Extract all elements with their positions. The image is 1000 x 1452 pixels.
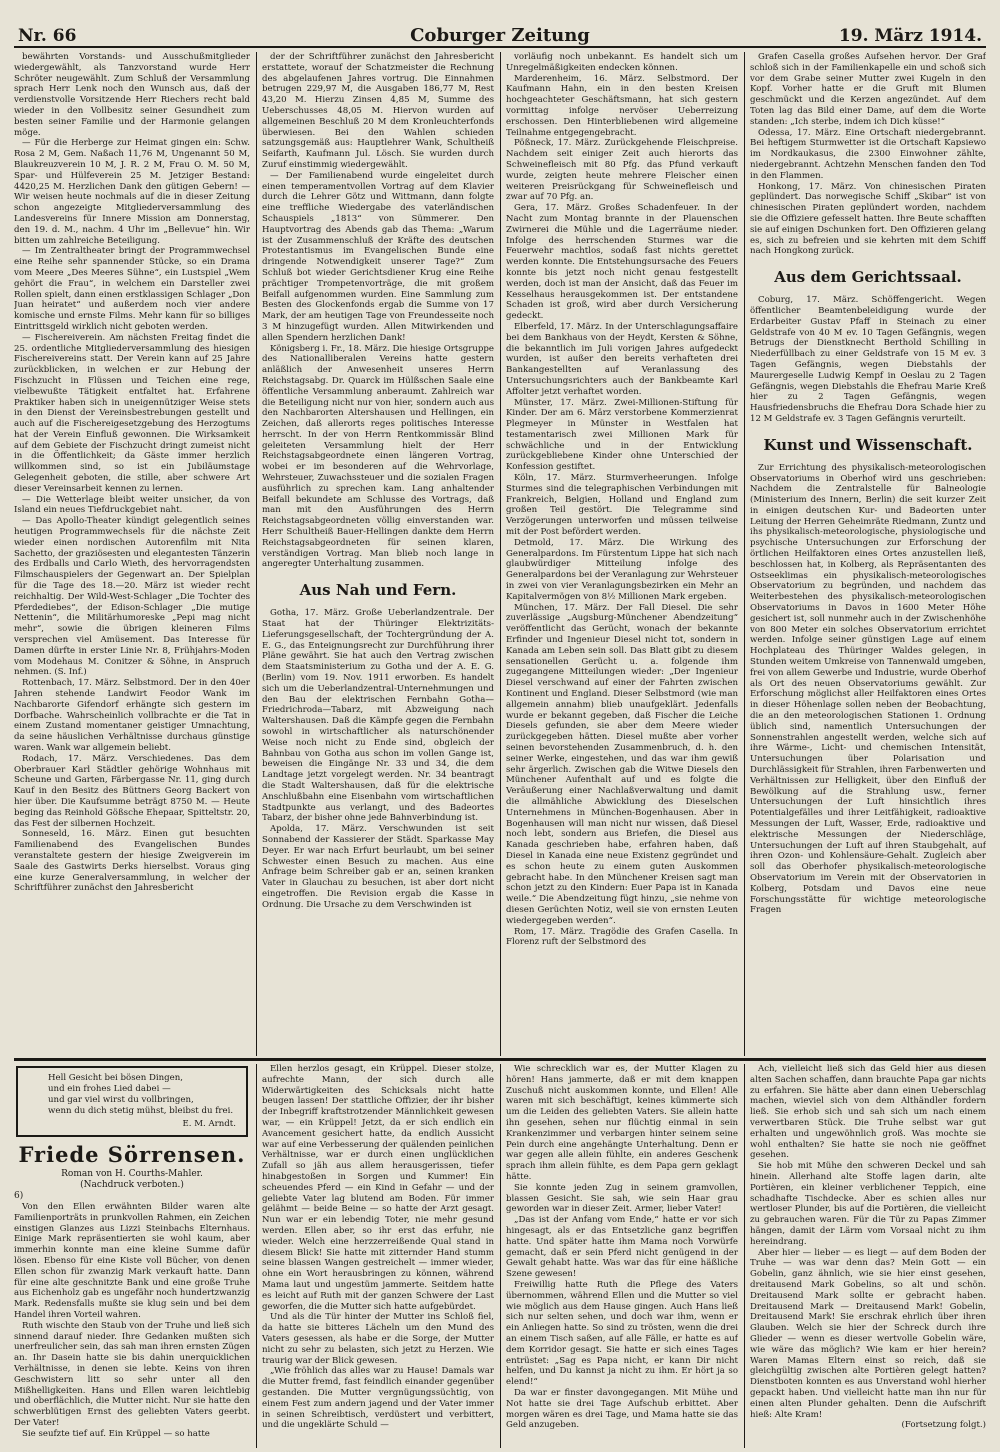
story-byline: Roman von H. Courths-Mahler. bbox=[61, 1169, 203, 1179]
article-paragraph: — Fischereiverein. Am nächsten Freitag findet die 25. ordentliche Mitgliederversammlung des hiesigen Fischereivereins statt. Der Verein kann auf 25 Jahre zurückblicken, in welchen er zur Hebung der Fischzucht in Flüssen und Teichen eine rege, vielbewußte Tätigkeit entfaltet hat. Erfahrene Praktiker haben sich in uneigennütziger Weise stets in den Dienst der Vereinsbestrebungen gestellt und auch auf die Fischereigesetzgebung des Herzogtums hat der Verein Einfluß gewonnen. Die Wirksamkeit auf dem Gebiete der Fischzucht dringt zumeist nicht in die Öffentlichkeit; da Gäste immer herzlich willkommen sind, so ist ein Jubiläumstage Gelegenheit geboten, die stille, aber schwere Art dieser Vereinsarbeit kennen zu lernen. bbox=[14, 332, 250, 494]
motto-line: Hell Gesicht bei bösen Dingen, bbox=[48, 1073, 183, 1083]
article-paragraph: Grafen Casella großes Aufsehen hervor. Der Graf schloß sich in der Familienkapelle ein und schoß sich vor dem Grabe seiner Mutter zwei Kugeln in den Kopf. Vorher hatte er die Gruft mit Blumen geschmückt und die Kerzen angezündet. Auf dem Toten lag das Bild einer Dame, auf dem die Worte standen: „Ich sterbe, indem ich Dich küsse!“ bbox=[750, 52, 986, 127]
article-paragraph: Gera, 17. März. Großes Schadenfeuer. In der Nacht zum Montag brannte in der Plauenschen Zwirnerei die Mühle und die Lagerräume nieder. Infolge des herrschenden Sturmes war die Feuerwehr machtlos, sodaß fast nichts gerettet werden konnte. Die Entstehungsursache des Feuers konnte bis jetzt noch nicht genau festgestellt werden, doch ist man der Ansicht, daß das Feuer im Kesselhaus herausgekommen ist. Der entstandene Schaden ist groß, wird aber durch Versicherung gedeckt. bbox=[506, 203, 738, 322]
article-paragraph: Ach, vielleicht ließ sich das Geld hier aus diesen alten Sachen schaffen, dann brauchte Papa gar nichts zu erfahren. Sie hätte aber dann einen Ueberschlag machen, wieviel sich von dem Althändler fordern ließ. Sie erhob sich und sah sich um nach einem verwertbaren Stück. Die Truhe selbst war gut erhalten und ungewöhnlich groß. Was mochte sie wohl enthalten? Sie hatte sie noch nie geöffnet gesehen. bbox=[750, 1064, 986, 1161]
motto-box bbox=[16, 1066, 248, 1137]
reprint-notice: (Nachdruck verboten.) bbox=[80, 1180, 184, 1190]
article-paragraph: Detmold, 17. März. Die Wirkung des Generalpardons. Im Fürstentum Lippe hat sich nach glaubwürdiger Mitteilung infolge des Generalpardons bei der Veranlagung zur Wehrsteuer in zwei von vier Veranlagungsbezirken ein Mehr an Kapitalvermögen von 8½ Millionen Mark ergeben. bbox=[506, 537, 738, 602]
section-heading: Aus dem Gerichtssaal. bbox=[774, 268, 962, 287]
article-paragraph: der der Schriftführer zunächst den Jahresbericht erstattete, worauf der Schatzmeister die Rechnung des abgelaufenen Jahres vortrug. Die Einnahmen betrugen 229,97 M, die Ausgaben 186,77 M, Rest 43,20 M. Hierzu Zinsen 4,85 M, Summe des Ueberschusses 48,05 M. Hiervon wurden auf allgemeinen Beschluß 20 M dem Kronleuchterfonds überwiesen. Bei den Wahlen schieden satzungsgemäß aus: Hauptlehrer Wank, Schultheiß Seifarth, Kaufmann Jul. Lösch. Sie wurden durch Zuruf einstimmig wiedergewählt. bbox=[262, 52, 494, 170]
article-paragraph: Rottenbach, 17. März. Selbstmord. Der in den 40er Jahren stehende Landwirt Feodor Wank im Nachbarorte Gifendorf erhängte sich gestern im Dorfbache. Wahrscheinlich vollbrachte er die Tat in einem Zustand momentaner geistiger Umnachtung, da seine häuslichen Verhältnisse durchaus günstige waren. Wank war allgemein beliebt. bbox=[14, 678, 250, 753]
motto-line: und gar viel wirst du vollbringen, bbox=[48, 1095, 194, 1105]
article-paragraph: — Das Apollo-Theater kündigt gelegentlich seines heutigen Programmwechsels für die nächste Zeit wieder einen nordischen Autorenfilm mit Nita Sachetto, der graziösesten und elegantesten Tänzerin des Erdballs und Carlo Wieth, des hervorragendsten Filmschauspielers der Gegenwart an. Der Spielplan für die Tage des 18.—20. März ist wieder recht reichhaltig. Der Wild-West-Schlager „Die Tochter des Pferdediebes“, der Edison-Schlager „Die mutige Nettenin“, die Militärhumoreske „Pepi mag nicht mehr“, sowie die übrigen kleineren Films versprechen viel Amüsement. Das Interesse für Damen dürfte in erster Linie Nr. 8, Frühjahrs-Moden vom Modehaus M. Conitzer & Söhne, in Anspruch nehmen. (S. Inf.) bbox=[14, 516, 250, 678]
article-paragraph: Sie hob mit Mühe den schweren Deckel und sah hinein. Allerhand alte Stoffe lagen darin, alte Portièren, ein kleiner verblichener Teppich, eine schadhafte Tischdecke. Aber es schien alles nur wertloser Plunder, bis auf die Portièren, die vielleicht zu gebrauchen waren. Für die Tür zu Papas Zimmer hängen, damit der Lärm vom Vorsaal nicht zu ihm hereindrang. bbox=[750, 1161, 986, 1247]
section-heading: Kunst und Wissenschaft. bbox=[763, 435, 973, 454]
story-column-4 bbox=[750, 1064, 986, 1448]
article-paragraph: Elberfeld, 17. März. In der Unterschlagungsaffaire bei dem Bankhaus von der Heydt, Kersten & Söhne, die bekanntlich im Juli vorigen Jahres aufgedeckt wurden, ist außer den bereits verhafteten drei Bankangestellten auf Veranlassung des Untersuchungsrichters auch der Bankbeamte Karl Affolter jetzt verhaftet worden. bbox=[506, 321, 738, 397]
column-rule bbox=[256, 1064, 257, 1448]
motto-author: E. M. Arndt. bbox=[182, 1119, 236, 1129]
story-column-3 bbox=[506, 1064, 738, 1448]
column-rule bbox=[744, 1064, 745, 1448]
article-paragraph: Von den Ellen erwähnten Bilder waren alte Familienporträts in prunkvollen Rahmen, ein Zeichen einstigen Glanzes aus Lizzi Steinbachs Elternhaus. Einige Mark repräsentierten sie wohl kaum, aber immerhin konnte man eine kleine Summe dafür lösen. Ebenso für eine Kiste voll Bücher, von denen Ellen schon für zwanzig Mark verkauft hatte. Dann für eine alte geschnitzte Bank und eine große Truhe aus Eichenholz gab es ungefähr noch hundertzwanzig Mark. Redensfalls mußte sie klug sein und bei dem Handel ihren Vorteil wahren. bbox=[14, 1202, 250, 1320]
article-paragraph: Aber hier — lieber — es liegt — auf dem Boden der Truhe — was war denn das? Mein Gott — ein Gobelin, ganz ähnlich, wie sie hier einst gesehen, dreitausend Mark Gobelins, so alt und schön. Dreitausend Mark sollte er gebracht haben. Dreitausend Mark — Dreitausend Mark! Gobelin, Dreitausend Mark! Sie erschrak ehrlich über ihren Glauben. Welch sie hier der Schreck durch ihre Glieder — wenn es dieser wertvolle Gobelin wäre, wie wäre das möglich? Wie kam er hier herein? Waren Mamas Eltern einst so reich, daß sie gleichgültig zwischen alte Portièren gelegt hatten? Dienstboten konnten es aus Unverstand wohl hierher gepackt haben. Und vielleicht hatte man ihn nur für einen alten Plunder gehalten. Denn die Aufschrift hieß: Alte Kram! bbox=[750, 1247, 986, 1420]
chapter-marker: 6) bbox=[14, 1191, 24, 1201]
article-paragraph: Odessa, 17. März. Eine Ortschaft niedergebrannt. Bei heftigem Sturmwetter ist die Ortschaft Kapsiewo im Nordkaukasus, die 2300 Einwohner zählte, niedergebrannt. Achtzehn Menschen fanden den Tod in den Flammen. bbox=[750, 127, 986, 181]
article-paragraph: Da war er finster davongegangen. Mit Mühe und Not hatte sie drei Tage Aufschub erbittet. Aber morgen wären es drei Tage, und Mama hatte sie das Geld anzugeben. bbox=[506, 1387, 738, 1431]
column-rule bbox=[500, 52, 501, 1056]
motto-line: wenn du dich stetig mühst, bleibst du frei. bbox=[48, 1106, 234, 1116]
article-paragraph: Rom, 17. März. Tragödie des Grafen Casella. In Florenz ruft der Selbstmord des bbox=[506, 926, 738, 948]
article-paragraph: — Die Wetterlage bleibt weiter unsicher, da von Island ein neues Tiefdruckgebiet naht. bbox=[14, 494, 250, 516]
article-paragraph: München, 17. März. Der Fall Diesel. Die sehr zuverlässige „Augsburg-Münchener Abendzeitung“ veröffentlicht das Gerücht, wonach der bekannte Erfinder und Ingenieur Diesel nicht tot, sondern in Kanada am Leben sein soll. Das Blatt gibt zu diesem sensationellen Gerücht u. a. folgende ihm zugegangene Mitteilungen wieder: „Der Ingenieur Diesel verschwand auf einer der Fahrten zwischen Kontinent und England. Dieser Selbstmord (wie man allgemein annahm) blieb unaufgeklärt. Jedenfalls wurde er bekannt gegeben, daß Fischer die Leiche Diesels gefunden, sie aber dem Meere wieder zurückgegeben hätten. Diesel mußte aber vorher seinen bevorstehenden Zusammenbruch, d. h. den seiner Werke, eingestehen, und das war ihm gewiß sehr ärgerlich. Zwischen gab die Witwe Diesels den Münchener Aufenthalt auf und es folgte die Veräußerung einer Nachlaßverwaltung und damit die allmähliche Abwicklung des Dieselschen Unternehmens in München-Bogenhausen. Aber in Bogenhausen will man nicht nur wissen, daß Diesel noch lebt, sondern aus Briefen, die Diesel aus Kanada geschrieben habe, erfahren haben, daß Diesel in Kanada eine neue Existenz gegründet und es schon heute zu einem guten Auskommen gebracht habe. In den Münchener Kreisen sagt man schon jetzt zu den Kindern: Euer Papa ist in Kanada weile.“ Die Abendzeitung fügt hinzu, „sie nehme von diesen Gerüchten Notiz, weil sie von ernsten Leuten wiedergegeben werden“. bbox=[506, 602, 738, 926]
header-rule bbox=[14, 46, 986, 48]
issue-number: Nr. 66 bbox=[18, 26, 77, 46]
news-column-2 bbox=[262, 52, 494, 1056]
article-paragraph: — Im Zentraltheater bringt der Programmwechsel eine Reihe sehr spannender Stücke, so ein Drama vom Meere „Des Meeres Sühne“, ein Lustspiel „Wem gehört die Frau“, in welchem ein Darsteller zwei Rollen spielt, dann einen erstklassigen Schlager „Don Juan heiratet“ und außerdem noch vier andere komische und ernste Films. Mehr kann für so billiges Eintrittsgeld wirklich nicht geboten werden. bbox=[14, 246, 250, 332]
news-column-1 bbox=[14, 52, 250, 1056]
news-column-4 bbox=[750, 52, 986, 1056]
issue-date: 19. März 1914. bbox=[838, 26, 982, 46]
article-paragraph: Freiwillig hatte Ruth die Pflege des Vaters übernommen, während Ellen und die Mutter so viel wie möglich aus dem Hause gingen. Auch Hans ließ sich nur selten sehen, und doch war ihm, wenn er ein Anliegen hatte. So sind zu trösten, wenn die drei an einem Tisch saßen, auf alle Fälle, er hatte es auf dem Korridor gesagt. Sie hatte er sich eines Tages entrüstet: „Sag es Papa nicht, er kann Dir nicht helfen, und Du kannst ja nicht zu ihm. Er hört ja so elend!“ bbox=[506, 1279, 738, 1388]
article-paragraph: Pößneck, 17. März. Zurückgehende Fleischpreise. Nachdem seit einiger Zeit auch hierorts das Schweinefleisch mit 80 Pfg. das Pfund verkauft wurde, zeigten heute mehrere Fleischer einen weiteren Preisrückgang für Schweinefleisch und zwar auf 70 Pfg. an. bbox=[506, 138, 738, 203]
article-paragraph: Münster, 17. März. Zwei-Millionen-Stiftung für Kinder. Der am 6. März verstorbene Kommerzienrat Plegmeyer in Münster in Westfalen hat testamentarisch zwei Millionen Mark für schwächliche und in der Entwicklung zurückgebliebene Kinder ohne Unterschied der Konfession gestiftet. bbox=[506, 397, 738, 473]
article-paragraph: Sie konnte jeden Zug in seinem gramvollen, blassen Gesicht. Sie sah, wie sein Haar grau geworden war in dieser Zeit. Armer, lieber Vater! bbox=[506, 1182, 738, 1215]
article-paragraph: Marderenheim, 16. März. Selbstmord. Der Kaufmann Hahn, ein in den besten Kreisen hochgeachteter Geschäftsmann, hat sich gestern vormittag infolge nervöser Ueberreizung erschossen. Den Hinterbliebenen wird allgemeine Teilnahme entgegengebracht. bbox=[506, 73, 738, 138]
column-rule bbox=[744, 52, 745, 1056]
motto-line: und ein frohes Lied dabei — bbox=[48, 1084, 171, 1094]
story-text bbox=[14, 1202, 250, 1440]
article-paragraph: Gotha, 17. März. Große Ueberlandzentrale. Der Staat hat der Thüringer Elektrizitäts-Lieferungsgesellschaft, der Tochtergründung der A. E. G., das Enteignungsrecht zur Durchführung ihrer Pläne gewährt. Sie hat auch den Vertrag zwischen dem Staatsministerium zu Gotha und der A. E. G. (Berlin) vom 19. Nov. 1911 erworben. Es handelt sich um die Ueberlandzentral-Unternehmungen und den Bau der elektrischen Fernbahn Gotha—Friedrichroda—Tabarz, mit Abzweigung nach Waltershausen. Daß die Kämpfe gegen die Fernbahn sowohl in wirtschaftlicher als naturschönender Weise noch nicht zu Ende sind, obgleich der Bahnbau von Gotha aus schon im vollen Gange ist, beweisen die Eingänge Nr. 33 und 34, die dem Landtage jetzt vorgelegt werden. Nr. 34 beantragt die Stadt Waltershausen, daß für die elektrische Anschlußbahn eine Eisenbahn vom wirtschaftlichen Stadtpunkte aus verlangt, und des Badeortes Tabarz, der bisher ohne jede Bahnverbindung ist. bbox=[262, 608, 494, 824]
column-rule bbox=[256, 52, 257, 1056]
article-paragraph: Sie seufzte tief auf. Ein Krüppel — so hatte bbox=[22, 1428, 210, 1439]
article-paragraph: Königsberg i. Fr., 18. März. Die hiesige Ortsgruppe des Nationalliberalen Vereins hatte gestern anläßlich der Anwesenheit unseres Herrn Reichstagsabg. Dr. Quarck im Hülßschen Saale eine öffentliche Versammlung anberaumt. Zahlreich war die Beteiligung nicht nur von hier, sondern auch aus den Nachbarorten Altershausen und Hellingen, ein Zeichen, daß allerorts reges politisches Interesse herrscht. In der von Herrn Rentkommissär Blind geleiteten Versammlung hielt der Herr Reichstagsabgeordnete einen längeren Vortrag, wobei er im besonderen auf die Wehrvorlage, Wehrsteuer, Zuwachssteuer und die sozialen Fragen ausführlich zu sprechen kam. Lang anhaltender Beifall bekundete am Schlusse des Vortrags, daß man mit den Ausführungen des Herrn Reichstagsabgeordneten völlig einverstanden war. Herr Schultheiß Bauer-Hellingen dankte dem Herrn Reichstagsabgeordneten für seinen klaren, verständigen Vortrag. Man blieb noch lange in angeregter Unterhaltung zusammen. bbox=[262, 343, 494, 570]
news-column-3 bbox=[506, 52, 738, 1056]
article-paragraph: Köln, 17. März. Sturmverheerungen. Infolge Sturmes sind die telegraphischen Verbindungen mit Frankreich, Belgien, Holland und England zum großen Teil gestört. Die Telegramme sind Verzögerungen unterworfen und müssen teilweise mit der Post befördert werden. bbox=[506, 473, 738, 538]
article-paragraph: Sonneseld, 16. März. Einen gut besuchten Familienabend des Evangelischen Bundes veranstaltete gestern der hiesige Zweigverein im Saale des Gastwirts Derks hierselbst. Voraus ging eine kurze Generalversammlung, in welcher der Schriftführer zunächst den Jahresbericht bbox=[14, 829, 250, 894]
article-paragraph: — Für die Herberge zur Heimat gingen ein: Schw. Rosa 2 M, Gem. Naßach 11,76 M, Ungenannt 50 M, Blaukreuzverein 10 M, J. R. 2 M, Frau O. M. 50 M, Spar- und Hülfeverein 25 M. Jetziger Bestand: 4420,25 M. Herzlichen Dank den gütigen Gebern! — Wir weisen heute nochmals auf die in dieser Zeitung schon angezeigte Mitgliederversammlung des Landesvereins für Innere Mission am Donnerstag, den 19. d. M., nachm. 4 Uhr im „Bellevue“ hin. Wir bitten um zahlreiche Beteiligung. bbox=[14, 138, 250, 246]
article-paragraph: Wie schrecklich war es, der Mutter Klagen zu hören! Hans jammerte, daß er mit dem knappen Zuschuß nicht auskommen konnte, und Ellen! Alle waren mit sich beschäftigt, keines kümmerte sich um die Leiden des geliebten Vaters. Sie allein hatte ihn gesehen, sehen nur flüchtig einmal in sein Krankenzimmer und verbargen hinter seinem seine Pein durch eine angehängte Unterhaltung. Denn er war gegen alle allein fühlte, ein anderes Geschenk sprach ihm allein fühlte, es dem Papa gern geklagt hätte. bbox=[506, 1064, 738, 1182]
section-heading: Aus Nah und Fern. bbox=[299, 581, 457, 600]
article-paragraph: Ruth wischte den Staub von der Truhe und ließ sich sinnend darauf nieder. Ihre Gedanken mußten sich unerfreulicher sein, das sah man ihren ernsten Zügen an. Ihr Dasein hatte sie bis dahin unerquicklichen Verhältnisse, in denen sie lebte. Keins von ihren Geschwistern litt so sehr unter all den Mißhelligkeiten. Hans und Ellen waren leichtlebig und oberflächlich, die Mutter nicht. Nur sie hatte den schwerblütigen Ernst des geliebten Vaters geerbt. Der Vater! bbox=[14, 1320, 250, 1428]
article-paragraph: Coburg, 17. März. Schöffengericht. Wegen öffentlicher Beamtenbeleidigung wurde der Erdarbeiter Gustav Pfaff in Steinach zu einer Geldstrafe von 40 M ev. 10 Tagen Gefängnis, wegen Betrugs der Dienstknecht Berthold Schilling in Niederfüllbach zu einer Geldstrafe von 15 M ev. 3 Tagen Gefängnis, wegen Diebstahls der Maurergeselle Ludwig Kempf in Oeslau zu 2 Tagen Gefängnis, wegen Diebstahls die Ehefrau Marie Kreß hier zu 2 Tagen Gefängnis, wegen Hausfriedensbruchs die Ehefrau Dora Schade hier zu 12 M Geldstrafe ev. 3 Tagen Gefängnis verurteilt. bbox=[750, 295, 986, 424]
article-paragraph: (Fortsetzung folgt.) bbox=[901, 1420, 986, 1431]
article-paragraph: bewährten Vorstands- und Ausschußmitglieder wiedergewählt, als Tanzvorstand wurde Herr Schröter neugewählt. Zum Schluß der Versammlung sprach Herr Lenk noch den Wunsch aus, daß der verdienstvolle Vorsitzende Herr Riechers recht bald wieder in den Vollbesitz seiner Gesundheit zum besten seiner Familie und der Harmonie gelangen möge. bbox=[14, 52, 250, 138]
article-paragraph: Und als die Tür hinter der Mutter ins Schloß fiel, da hatte sie bitteres Lächeln um den Mund des Vaters gesessen, als habe er die Sorge, der Mutter nicht zu sehr zu belasten, sich jetzt zu Herzen. Wie traurig war der Blick gewesen. bbox=[262, 1312, 494, 1366]
article-paragraph: Ellen herzlos gesagt, ein Krüppel. Dieser stolze, aufrechte Mann, der sich durch alle Widerwärtigkeiten des Schicksals nicht hatte beugen lassen! Der stattliche Offizier, der ihr bisher der Inbegriff kraftstrotzender Männlichkeit gewesen war, — ein Krüppel! Jetzt, da er sich endlich ein Avancement gesichert hatte, da endlich Aussicht war auf eine Verbesserung der quälenden peinlichen Verhältnisse, war er durch einen unglücklichen Zufall so jäh aus allem herausgerissen, tiefer hinabgestoßen in Sorgen und Kummer! Ein scheuendes Pferd — ein Kind in Gefahr — und der geliebte Vater lag blutend am Boden. Für immer gelähmt — beide Beine — so hatte der Arzt gesagt. Nun war er ein lebendig Toter, nie mehr gesund werden. Ellen aber, so ihr erst das erfuhr, nie wieder. Welch eine herzzerreißende Qual stand in diesem Blick! Sie hatte mit zitternder Hand stumm seine blassen Wangen gestreichelt — immer wieder, ohne ein Wort herausbringen zu können, während Mama laut und ungestüm jammerte. Seitdem hatte es leicht auf Ruth mit der ganzen Schwere der Last geworfen, die die Mutter sich hatte aufgebürdet. bbox=[262, 1064, 494, 1312]
article-paragraph: Honkong, 17. März. Von chinesischen Piraten geplündert. Das norwegische Schiff „Skibar“ ist von chinesischen Piraten geplündert worden, nachdem sie die Offiziere gefesselt hatten. Ihre Beute schafften sie auf einigen Dschunken fort. Den Offizieren gelang es, sich zu befreien und sie kehrten mit dem Schiff nach Hongkong zurück. bbox=[750, 181, 986, 257]
story-title: Friede Sörrensen. bbox=[18, 1142, 246, 1167]
story-column-1 bbox=[14, 1064, 250, 1448]
article-paragraph: Zur Errichtung des physikalisch-meteorologischen Observatoriums in Oberhof wird uns geschrieben: Nachdem die Zentralstelle für Balneologie (Ministerium des Innern, Berlin) die seit kurzer Zeit in einigen deutschen Kur- und Badeorten unter Leitung der Herren Geheimräte Riedmann, Zuntz und ihs physikalisch-meteorologische, physiologische und psychische Untersuchungen zur Erforschung der örtlichen Heilfaktoren eines Ortes anzustellen ließ, beschlossen hat, in Kolberg, als Repräsentanten des Ostseeklimas ein physikalisch-meteorologisches Observatorium zu begründen, und nachdem das Weiterbestehen des physikalisch-meteorologischen Observatoriums in Davos in 1600 Meter Höhe gesichert ist, soll nunmehr auch in der Zwischenhöhe von 800 Meter ein solches Observatorium errichtet werden. Infolge seiner günstigen Lage auf einem Hochplateau des Thüringer Waldes gelegen, in Stunden weitem Umkreise von Tannenwald umgeben, frei von allem Gewerbe und Industrie, wurde Oberhof als Ort des neuen Observatoriums gewählt. Zur Erforschung möglichst aller Heilfaktoren eines Ortes in dieser Höhenlage sollen neben der Beobachtung, die an den meteorologischen Stationen 1. Ordnung üblich sind, namentlich Untersuchungen der Sonnenstrahlen angestellt werden, welche sich auf ihre Wärme-, Licht- und chemischen Intensität, Untersuchungen über Polarisation und Durchlässigkeit für Strahlen, ihren Farbenwerten und Verhältnissen zur Helligkeit, über den Einfluß der Bewölkung auf die Strahlung usw., ferner Untersuchungen der Luft hinsichtlich ihres Potentialgefälles und ihrer Leitfähigkeit, radioaktive Messungen der Luft, Wasser, Erde, radioaktive und elektrische Messungen der Niederschläge, Untersuchungen der Luft auf ihren Staubgehalt, auf ihren Ozon- und Kohlensäure-Gehalt. Zugleich aber soll das Oberhofer physikalisch-meteorologische Observatorium im Verein mit der Observatorien in Kolberg, Potsdam und Davos eine neue Forschungsstätte für wichtige meteorologische Fragen bbox=[750, 462, 986, 916]
masthead bbox=[14, 10, 986, 50]
newspaper-title: Coburger Zeitung bbox=[410, 25, 590, 46]
column-rule bbox=[500, 1064, 501, 1448]
article-paragraph: vorläufig noch unbekannt. Es handelt sich um Unregelmäßigkeiten endecken können. bbox=[506, 52, 738, 73]
article-paragraph: — Der Familienabend wurde eingeleitet durch einen temperamentvollen Vortrag auf dem Klavier durch die Lehrer Götz und Wittmann, dann folgte eine treffliche Wiedergabe des vaterländischen Schauspiels „1813“ von Sümmerer. Den Hauptvortrag des Abends gab das Thema: „Warum ist der Zusammenschluß der Kräfte des deutschen Protestantismus im Evangelischen Bunde eine dringende Notwendigkeit unserer Tage?“ Zum Schluß bot wieder Gerichtsdiener Krug eine Reihe prächtiger Trompetenvorträge, die mit großem Beifall aufgenommen wurden. Eine Sammlung zum Besten des Glockenfonds ergab die Summe von 17 Mark, der am heutigen Tage von Freundesseite noch 3 M hinzugefügt wurden. Allen Mitwirkenden und allen Spendern herzlichen Dank! bbox=[262, 170, 494, 343]
article-paragraph: Apolda, 17. März. Verschwunden ist seit Sonnabend der Kassierer der Städt. Sparkasse May Deyer. Er war nach Erfurt beurlaubt, um bei seiner Schwester einen Besuch zu machen. Aus eine Anfrage beim Schreiber gab er an, seinen kranken Vater in Glauchau zu besuchen, ist aber dort nicht eingetroffen. Die Revision ergab die Kasse in Ordnung. Die Ursache zu dem Verschwinden ist bbox=[262, 824, 494, 910]
story-column-2 bbox=[262, 1064, 494, 1448]
article-paragraph: „Wie fröhlich das alles war zu Hause! Damals war die Mutter fremd, fast feindlich einander gegenüber gestanden. Die Mutter vergnügungssüchtig, von einem Fest zum andern jagend und der Vater immer in seinen Schreibtisch, verdüstert und verbittert, und die ungeklärte Schuld — bbox=[262, 1366, 494, 1431]
feuilleton-rule bbox=[14, 1058, 986, 1061]
article-paragraph: „Das ist der Anfang vom Ende,“ hatte er vor sich hingesagt, als er das Entsetzliche ganz begriffen hatte. Und später hatte ihm Mama noch Vorwürfe gemacht, daß er sein Pferd nicht genügend in der Gewalt gehabt hatte. Was war das für eine häßliche Szene gewesen! bbox=[506, 1215, 738, 1280]
article-paragraph: Rodach, 17. März. Verschiedenes. Das dem Oberbrauer Karl Städtler gehörige Wohnhaus mit Scheune und Garten, Färbergasse Nr. 11, ging durch Kauf in den Besitz des Büttners Georg Backert von hier über. Die Kaufsumme beträgt 8750 M. — Heute beging das Reinhold Gößsche Ehepaar, Spitteltstr. 20, das Fest der silbernen Hochzeit. bbox=[14, 753, 250, 829]
